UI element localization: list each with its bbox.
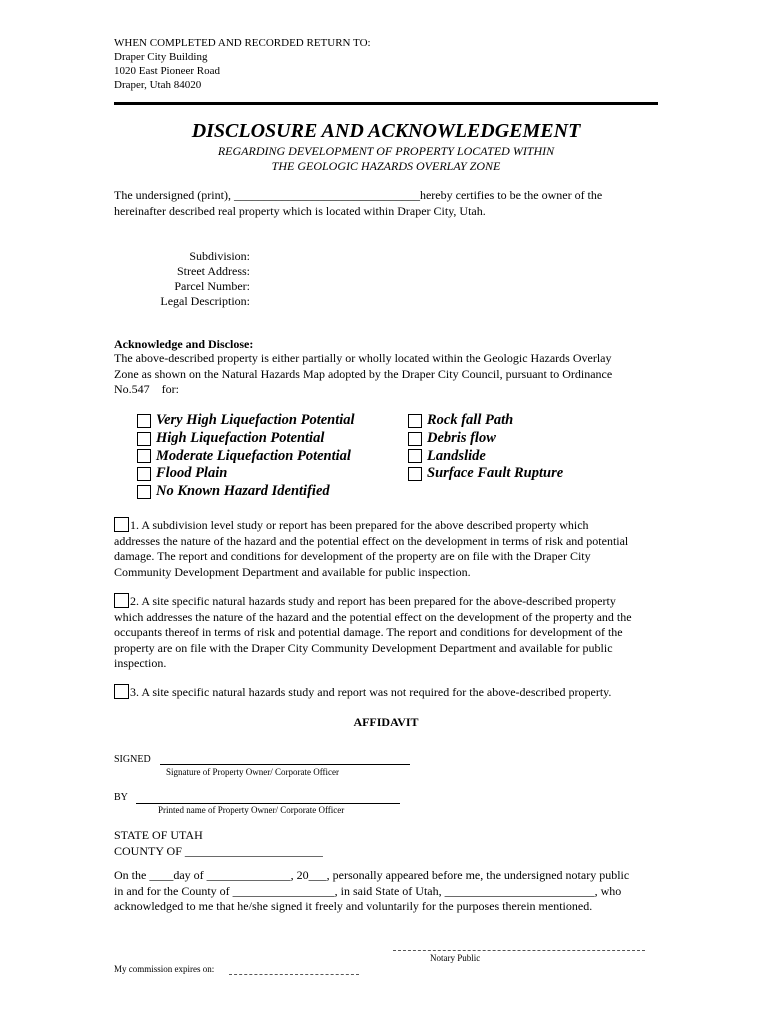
- notary-signature-line[interactable]: [393, 942, 645, 951]
- commission-date-line[interactable]: [229, 965, 359, 975]
- hazard-option[interactable]: [137, 412, 355, 430]
- option-2-line-4: property are on file with the Draper City Community Development Department and available for public: [114, 640, 613, 655]
- option-1-line-3: damage. The report and conditions for development of the property are on file with the Draper City: [114, 549, 591, 563]
- affidavit-heading: AFFIDAVIT: [353, 715, 419, 729]
- hazard-label: Landslide: [427, 447, 486, 464]
- option-1-line-4: Community Development Department and available for public inspection.: [114, 564, 471, 579]
- checkbox[interactable]: [137, 414, 151, 428]
- hazard-option[interactable]: [408, 448, 563, 466]
- option-3: [114, 684, 658, 701]
- hazard-label: High Liquefaction Potential: [156, 429, 325, 446]
- hazard-option[interactable]: [137, 483, 355, 501]
- option-1-line-2: addresses the nature of the hazard and the potential effect on the development in terms of risk and potential: [114, 533, 629, 548]
- signature-line[interactable]: [160, 752, 410, 765]
- return-line-4: Draper, Utah 84020: [114, 79, 202, 91]
- hazard-option[interactable]: [408, 430, 563, 448]
- option-3-text: 3. A site specific natural hazards study and report was not required for the above-described property.: [130, 685, 612, 699]
- street-address-label: Street Address:: [177, 264, 250, 278]
- checkbox[interactable]: [408, 432, 422, 446]
- checkbox[interactable]: [137, 485, 151, 499]
- signature-caption: Signature of Property Owner/ Corporate Officer: [166, 767, 340, 777]
- hazard-option[interactable]: [137, 448, 355, 466]
- notary-line-2: in and for the County of _________________, in said State of Utah, _________________________, who: [114, 883, 622, 898]
- subdivision-label: Subdivision:: [189, 249, 250, 263]
- ack-line-3: No.547 for:: [114, 382, 179, 396]
- state-county-block: [114, 828, 658, 859]
- option-2-line-1: 2. A site specific natural hazards study and report has been prepared for the above-described property: [130, 594, 616, 608]
- option-1-checkbox[interactable]: [114, 517, 129, 532]
- return-line-2: Draper City Building: [114, 51, 208, 63]
- hazard-option[interactable]: [137, 465, 355, 483]
- state-label: STATE OF UTAH: [114, 828, 203, 842]
- subtitle-line-2: THE GEOLOGIC HAZARDS OVERLAY ZONE: [271, 159, 501, 173]
- hazard-list-right: [408, 412, 563, 483]
- ack-line-1: The above-described property is either partially or wholly located within the Geologic Hazards Overlay: [114, 351, 612, 365]
- option-1: [114, 517, 658, 580]
- return-line-3: 1020 East Pioneer Road: [114, 65, 221, 77]
- checkbox[interactable]: [137, 449, 151, 463]
- hazard-label: Surface Fault Rupture: [427, 465, 564, 482]
- option-2-checkbox[interactable]: [114, 593, 129, 608]
- ack-line-2: Zone as shown on the Natural Hazards Map adopted by the Draper City Council, pursuant to Ordinance: [114, 366, 613, 381]
- county-label: COUNTY OF _______________________: [114, 843, 323, 858]
- hazard-label: No Known Hazard Identified: [156, 483, 330, 500]
- option-2-line-2: which addresses the nature of the hazard and the potential effect on the development of the property and the: [114, 609, 632, 624]
- notary-public-label: Notary Public: [430, 953, 481, 963]
- hazard-list-left: [137, 412, 355, 501]
- checkbox[interactable]: [408, 414, 422, 428]
- checkbox[interactable]: [408, 467, 422, 481]
- hazard-option[interactable]: [408, 465, 563, 483]
- return-address-block: [114, 36, 371, 92]
- option-2: [114, 593, 658, 672]
- undersigned-line-1: The undersigned (print), _______________________________hereby certifies to be the owner of the: [114, 188, 603, 202]
- ack-paragraph: [114, 351, 658, 398]
- printed-name-line[interactable]: [136, 791, 400, 804]
- property-fields: [114, 249, 250, 309]
- option-2-line-3: occupants thereof in terms of risk and potential damage. The report and conditions for development of the: [114, 625, 623, 639]
- by-label: BY: [114, 792, 128, 803]
- return-line-1: WHEN COMPLETED AND RECORDED RETURN TO:: [114, 37, 371, 49]
- checkbox[interactable]: [137, 432, 151, 446]
- checkbox[interactable]: [408, 449, 422, 463]
- document-title: DISCLOSURE AND ACKNOWLEDGEMENT: [191, 120, 581, 142]
- document-subtitle: [114, 144, 658, 174]
- signed-label: SIGNED: [114, 754, 151, 765]
- printed-name-caption: Printed name of Property Owner/ Corporate Officer: [158, 805, 345, 815]
- parcel-number-label: Parcel Number:: [174, 279, 250, 293]
- legal-description-label: Legal Description:: [160, 294, 250, 308]
- hazard-label: Moderate Liquefaction Potential: [156, 447, 351, 464]
- hazard-label: Flood Plain: [156, 465, 228, 482]
- hazard-option[interactable]: [137, 430, 355, 448]
- hazard-label: Debris flow: [427, 429, 496, 446]
- undersigned-line-2: hereinafter described real property which is located within Draper City, Utah.: [114, 203, 486, 218]
- hazard-option[interactable]: [408, 412, 563, 430]
- notary-line-3: acknowledged to me that he/she signed it freely and voluntarily for the purposes therein mentioned.: [114, 899, 593, 913]
- undersigned-paragraph: [114, 188, 658, 219]
- header-rule: [114, 102, 658, 105]
- checkbox[interactable]: [137, 467, 151, 481]
- subtitle-line-1: REGARDING DEVELOPMENT OF PROPERTY LOCATED WITHIN: [217, 144, 555, 158]
- commission-label: My commission expires on:: [114, 964, 215, 974]
- hazard-label: Very High Liquefaction Potential: [156, 412, 355, 428]
- notary-paragraph: [114, 868, 658, 915]
- option-2-line-5: inspection.: [114, 656, 167, 670]
- option-3-checkbox[interactable]: [114, 684, 129, 699]
- option-1-line-1: 1. A subdivision level study or report has been prepared for the above described property which: [130, 518, 589, 532]
- notary-line-1: On the ____day of ______________, 20___, personally appeared before me, the undersigned notary public: [114, 868, 630, 882]
- hazard-label: Rock fall Path: [427, 412, 514, 428]
- ack-heading: Acknowledge and Disclose:: [114, 337, 254, 351]
